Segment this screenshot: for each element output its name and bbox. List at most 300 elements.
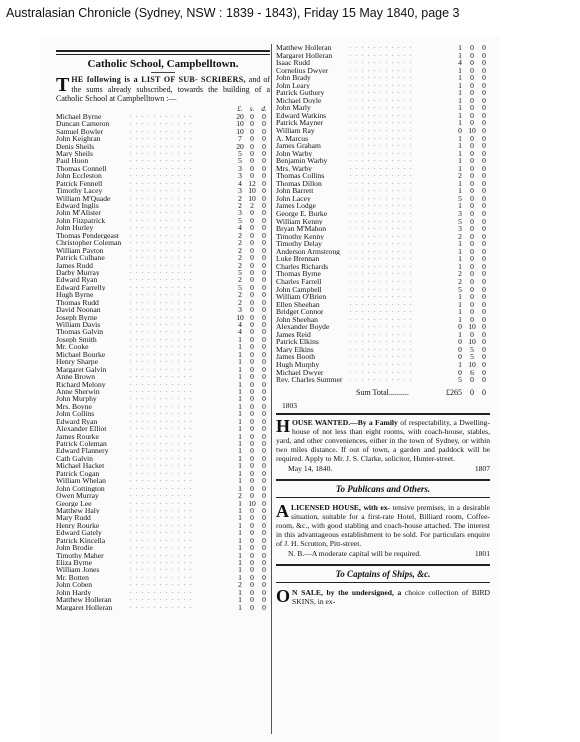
- leader-dots: . . . . . . . . . . .: [130, 462, 193, 469]
- pence-value: 0: [262, 112, 266, 121]
- leader-dots: . . . . . . . . . . .: [350, 330, 413, 337]
- subscriber-name: Thomas Collins: [276, 172, 325, 180]
- pounds-value: 1: [238, 573, 242, 582]
- pence-value: 0: [482, 293, 486, 301]
- subscriber-name: Henry Sharpe: [56, 358, 98, 366]
- subscriber-name: Rev. Charles Summer: [276, 376, 343, 384]
- leader-dots: . . . . . . . . . . .: [130, 350, 193, 357]
- shillings-value: 0: [470, 308, 474, 316]
- pounds-value: 1: [458, 164, 462, 173]
- subscriber-name: Matthew Holleran: [56, 596, 112, 604]
- leader-dots: . . . . . . . . . . .: [130, 551, 193, 558]
- shillings-value: 0: [470, 285, 474, 294]
- pence-value: 0: [262, 529, 266, 537]
- shillings-value: 0: [470, 104, 474, 112]
- pounds-value: 1: [238, 350, 242, 359]
- pence-value: 0: [482, 194, 486, 203]
- pence-value: 0: [262, 224, 266, 232]
- subscriber-name: Joseph Byrne: [56, 313, 98, 322]
- leader-dots: . . . . . . . . . . .: [130, 291, 193, 298]
- pounds-value: 2: [238, 194, 242, 203]
- leader-dots: . . . . . . . . . . .: [130, 142, 193, 149]
- intro-text: and of the sums already subscribed, towards the building of a Catholic School at Campbelltown :—: [56, 75, 270, 104]
- pounds-value: 1: [458, 96, 462, 105]
- pence-value: 0: [262, 514, 266, 522]
- shillings-value: 0: [470, 300, 474, 309]
- leader-dots: . . . . . . . . . . .: [130, 343, 193, 350]
- pounds-value: 1: [458, 119, 462, 128]
- shillings-value: 0: [470, 270, 474, 278]
- subscriber-name: John Murphy: [56, 395, 97, 403]
- subscriber-row: [56, 589, 270, 596]
- pounds-value: 1: [458, 81, 462, 90]
- subscriber-row: [276, 346, 490, 354]
- subscriber-row: [276, 195, 490, 203]
- shillings-value: 0: [250, 469, 254, 478]
- pounds-value: 2: [238, 231, 242, 240]
- pence-value: 0: [262, 469, 266, 478]
- pounds-value: 1: [238, 447, 242, 455]
- leader-dots: . . . . . . . . . . .: [350, 210, 413, 217]
- subscriber-row: [56, 180, 270, 187]
- subscriber-name: Mr. Cooke: [56, 343, 89, 351]
- subscriber-row: [56, 284, 270, 291]
- shillings-value: 10: [468, 323, 476, 331]
- subscriber-name: Richard Melony: [56, 380, 106, 388]
- subscriber-name: James Graham: [276, 142, 321, 150]
- subscriber-row: [56, 373, 270, 380]
- shillings-value: 0: [250, 157, 254, 165]
- shillings-value: 0: [250, 477, 254, 485]
- leader-dots: . . . . . . . . . . .: [130, 261, 193, 268]
- pence-value: 0: [262, 261, 266, 269]
- shillings-value: 5: [470, 345, 474, 354]
- pounds-value: 5: [458, 194, 462, 203]
- pence-value: 0: [482, 96, 486, 105]
- leader-dots: . . . . . . . . . . .: [130, 358, 193, 365]
- shillings-value: 0: [250, 410, 254, 418]
- pounds-value: 1: [238, 469, 242, 478]
- pence-value: 0: [262, 120, 266, 128]
- leader-dots: . . . . . . . . . . .: [350, 255, 413, 262]
- leader-dots: . . . . . . . . . . .: [130, 328, 193, 335]
- subscriber-name: James Reid: [276, 330, 311, 339]
- shillings-value: 0: [470, 59, 474, 67]
- subscriber-name: Ellen Sheehan: [276, 300, 320, 309]
- pounds-value: 1: [458, 44, 462, 52]
- leader-dots: . . . . . . . . . . .: [350, 308, 413, 315]
- pence-value: 0: [262, 536, 266, 545]
- pounds-value: 2: [458, 270, 462, 278]
- subscriber-row: [56, 247, 270, 254]
- shillings-value: 0: [470, 293, 474, 301]
- pounds-value: 1: [238, 588, 242, 597]
- subscriber-name: Mary Sheils: [56, 149, 93, 158]
- pounds-value: 1: [458, 157, 462, 165]
- pounds-value: 1: [238, 596, 242, 604]
- pounds-value: 10: [236, 127, 244, 136]
- subscriber-row: [56, 492, 270, 499]
- shillings-value: 0: [250, 417, 254, 426]
- leader-dots: . . . . . . . . . . .: [350, 247, 413, 254]
- subscriber-name: David Noonan: [56, 306, 101, 314]
- pence-value: 0: [262, 231, 266, 240]
- subscriber-name: Eliza Byrne: [56, 559, 93, 567]
- pence-value: 0: [262, 373, 266, 381]
- pence-value: 0: [482, 368, 486, 377]
- leader-dots: . . . . . . . . . . .: [130, 135, 193, 142]
- leader-dots: . . . . . . . . . . .: [130, 559, 193, 566]
- pounds-value: 2: [238, 276, 242, 284]
- shillings-value: 10: [468, 338, 476, 346]
- shillings-value: 0: [250, 402, 254, 411]
- leader-dots: . . . . . . . . . . .: [130, 588, 193, 595]
- pounds-value: 1: [238, 358, 242, 366]
- subscriber-row: [276, 150, 490, 158]
- subscriber-name: Mr. Botten: [56, 573, 89, 582]
- subscriber-name: Benjamin Warby: [276, 157, 328, 165]
- subscriber-row: [276, 361, 490, 369]
- pounds-value: 1: [238, 454, 242, 463]
- shillings-value: 0: [250, 573, 254, 582]
- leader-dots: . . . . . . . . . . .: [350, 104, 413, 111]
- pounds-value: 1: [238, 514, 242, 522]
- subscriber-row: [56, 113, 270, 120]
- subscriber-row: [56, 440, 270, 447]
- pounds-value: 0: [458, 353, 462, 361]
- subscriber-row: [56, 574, 270, 581]
- pence-value: 0: [262, 477, 266, 485]
- shillings-value: 0: [250, 380, 254, 388]
- shillings-value: 0: [470, 96, 474, 105]
- leader-dots: . . . . . . . . . . .: [130, 283, 193, 290]
- pence-value: 0: [482, 142, 486, 150]
- subscriber-name: John Coben: [56, 581, 93, 589]
- leader-dots: . . . . . . . . . . .: [130, 395, 193, 402]
- leader-dots: . . . . . . . . . . .: [130, 603, 193, 610]
- pence-value: 0: [482, 111, 486, 120]
- subscriber-row: [56, 455, 270, 462]
- leader-dots: . . . . . . . . . . .: [130, 276, 193, 283]
- leader-dots: . . . . . . . . . . .: [350, 51, 413, 58]
- leader-dots: . . . . . . . . . . .: [350, 44, 413, 50]
- subscriber-name: John Eccleston: [56, 172, 102, 180]
- page-header: Australasian Chronicle (Sydney, NSW : 1839 - 1843), Friday 15 May 1840, page 3: [6, 6, 460, 20]
- subscriber-name: Thomas Rudd: [56, 298, 99, 307]
- pounds-value: 1: [458, 300, 462, 309]
- shillings-value: 0: [470, 315, 474, 324]
- subscriber-name: Patrick Fennell: [56, 179, 103, 188]
- shillings-value: 0: [250, 454, 254, 463]
- leader-dots: . . . . . . . . . . .: [130, 514, 193, 521]
- subscriber-row: [56, 254, 270, 261]
- subscriber-row: [276, 240, 490, 248]
- subscriber-row: [276, 202, 490, 210]
- leader-dots: . . . . . . . . . . .: [130, 268, 193, 275]
- leader-dots: . . . . . . . . . . .: [350, 262, 413, 269]
- ad-caps: LICENSED HOUSE, with ex-: [291, 502, 391, 512]
- pence-value: 0: [482, 240, 486, 248]
- subscriber-row: [276, 270, 490, 278]
- pence-value: 0: [482, 149, 486, 158]
- pounds-value: 1: [458, 179, 462, 188]
- leader-dots: . . . . . . . . . . .: [350, 157, 413, 164]
- leader-dots: . . . . . . . . . . .: [130, 231, 193, 238]
- shillings-value: 0: [250, 432, 254, 441]
- pence-value: 0: [262, 447, 266, 455]
- subscriber-row: [276, 293, 490, 301]
- subscriber-name: Edward Gately: [56, 529, 102, 537]
- leader-dots: . . . . . . . . . . .: [130, 127, 193, 134]
- leader-dots: . . . . . . . . . . .: [130, 149, 193, 156]
- leader-dots: . . . . . . . . . . .: [130, 417, 193, 424]
- pounds-value: 7: [238, 135, 242, 143]
- subscriber-row: [56, 269, 270, 276]
- leader-dots: . . . . . . . . . . .: [350, 277, 413, 284]
- pence-value: 0: [482, 44, 486, 52]
- leader-dots: . . . . . . . . . . .: [350, 81, 413, 88]
- pounds-value: 2: [238, 239, 242, 247]
- pounds-value: 1: [458, 308, 462, 316]
- pence-value: 0: [262, 246, 266, 255]
- shillings-value: 0: [250, 506, 254, 515]
- subscriber-name: Duncan Cameron: [56, 120, 110, 128]
- shillings-value: 0: [250, 254, 254, 262]
- subscriber-row: [56, 217, 270, 224]
- pounds-value: 3: [458, 210, 462, 218]
- pence-value: 0: [262, 291, 266, 299]
- subscriber-name: Timothy Lacey: [56, 187, 103, 195]
- notice-intro: [56, 75, 270, 104]
- pence-value: 0: [262, 581, 266, 589]
- pence-value: 0: [262, 432, 266, 441]
- shillings-value: 0: [250, 321, 254, 329]
- subscriber-row: [276, 286, 490, 294]
- leader-dots: . . . . . . . . . . .: [130, 164, 193, 171]
- pence-value: 0: [482, 157, 486, 165]
- pounds-value: 5: [458, 285, 462, 294]
- pence-value: 0: [262, 298, 266, 307]
- pence-value: 0: [482, 187, 486, 195]
- subscriber-row: [56, 150, 270, 157]
- pounds-value: 1: [238, 544, 242, 552]
- pounds-value: 5: [458, 376, 462, 384]
- subscriber-row: [276, 248, 490, 256]
- pounds-value: 1: [238, 499, 242, 507]
- pounds-value: 1: [458, 240, 462, 248]
- pence-value: 0: [262, 328, 266, 336]
- leader-dots: . . . . . . . . . . .: [350, 217, 413, 224]
- pence-value: 0: [262, 306, 266, 314]
- subscriber-name: Patrick Coleman: [56, 440, 107, 448]
- subscriber-row: [276, 119, 490, 127]
- pence-value: 0: [482, 255, 486, 263]
- subscriber-row: [276, 323, 490, 331]
- leader-dots: . . . . . . . . . . .: [350, 323, 413, 330]
- leader-dots: . . . . . . . . . . .: [130, 112, 193, 119]
- pence-value: 0: [262, 179, 266, 188]
- shillings-value: 0: [250, 343, 254, 351]
- leader-dots: . . . . . . . . . . .: [350, 179, 413, 186]
- pence-value: 0: [262, 335, 266, 344]
- subscriber-name: Patrick Culhane: [56, 254, 105, 262]
- shillings-value: 0: [250, 261, 254, 269]
- subscriber-name: John Marly: [276, 104, 311, 112]
- pence-value: 0: [262, 395, 266, 403]
- subscriber-name: Edward Farrelly: [56, 283, 106, 292]
- leader-dots: . . . . . . . . . . .: [130, 447, 193, 454]
- pounds-value: 1: [238, 402, 242, 411]
- pence-value: 0: [482, 210, 486, 218]
- pounds-value: 2: [238, 291, 242, 299]
- leader-dots: . . . . . . . . . . .: [130, 387, 193, 394]
- subscriber-row: [276, 278, 490, 286]
- pence-value: 0: [482, 89, 486, 97]
- shillings-value: 0: [470, 172, 474, 180]
- subscriber-name: John Leary: [276, 81, 310, 90]
- pence-value: 0: [262, 499, 266, 507]
- leader-dots: . . . . . . . . . . .: [130, 298, 193, 305]
- subscriber-row: [276, 225, 490, 233]
- pence-value: 0: [262, 194, 266, 203]
- pence-value: 0: [262, 596, 266, 604]
- subscriber-row: [56, 395, 270, 402]
- subscriber-name: Edward Flannery: [56, 447, 109, 455]
- house-wanted-ad: [276, 413, 490, 473]
- shillings-value: 0: [250, 588, 254, 597]
- subscriber-row: [56, 544, 270, 551]
- pounds-value: 1: [458, 149, 462, 158]
- subscriber-name: Thomas Pendergeast: [56, 231, 119, 240]
- pence-value: 0: [482, 104, 486, 112]
- subscriber-row: [276, 89, 490, 97]
- pounds-value: 1: [238, 506, 242, 515]
- subscriber-row: [276, 44, 490, 52]
- subscriber-row: [276, 369, 490, 377]
- leader-dots: . . . . . . . . . . .: [130, 499, 193, 506]
- leader-dots: . . . . . . . . . . .: [130, 536, 193, 543]
- subscriber-name: Margaret Holleran: [276, 51, 333, 60]
- subscriber-name: Patrick Guthery: [276, 89, 325, 97]
- shillings-value: 0: [250, 566, 254, 574]
- pounds-value: 5: [238, 216, 242, 225]
- pence-value: 0: [262, 350, 266, 359]
- subscriber-row: [56, 358, 270, 365]
- ad-footer: [276, 464, 490, 473]
- sum-pence: 0: [482, 387, 486, 397]
- pounds-value: 5: [238, 283, 242, 292]
- pence-value: 0: [262, 544, 266, 552]
- leader-dots: . . . . . . . . . . .: [130, 194, 193, 201]
- subscriber-row: [56, 321, 270, 328]
- sum-total: [276, 388, 490, 397]
- leader-dots: . . . . . . . . . . .: [130, 202, 193, 209]
- pounds-value: 4: [458, 59, 462, 67]
- leader-dots: . . . . . . . . . . .: [130, 216, 193, 223]
- shillings-value: 6: [470, 368, 474, 377]
- pence-value: 0: [262, 380, 266, 388]
- subscriber-name: Patrick Cogan: [56, 469, 100, 478]
- leader-dots: . . . . . . . . . . .: [130, 477, 193, 484]
- sum-shillings: 0: [470, 387, 474, 397]
- pounds-value: 1: [238, 432, 242, 441]
- subscriber-row: [56, 522, 270, 529]
- shillings-value: 0: [470, 277, 474, 286]
- pounds-value: 3: [238, 172, 242, 180]
- subscriber-name: Anderson Armstrong: [276, 247, 340, 256]
- pounds-value: 1: [458, 330, 462, 339]
- leader-dots: . . . . . . . . . . .: [130, 484, 193, 491]
- shillings-value: 0: [250, 529, 254, 537]
- subscriber-row: [276, 353, 490, 361]
- subscriber-row: [56, 128, 270, 135]
- subscriber-name: Edward Ryan: [56, 417, 98, 426]
- pence-value: 0: [482, 330, 486, 339]
- shillings-value: 10: [248, 499, 256, 507]
- subscriber-name: Samuel Bowler: [56, 127, 104, 136]
- leader-dots: . . . . . . . . . . .: [350, 202, 413, 209]
- pence-value: 0: [482, 119, 486, 128]
- subscriber-row: [56, 165, 270, 172]
- subscriber-name: James Rudd: [56, 261, 93, 269]
- subscriber-row: [56, 529, 270, 536]
- subscriber-row: [56, 328, 270, 335]
- pounds-value: 0: [458, 338, 462, 346]
- subscriber-name: James Lodge: [276, 202, 316, 211]
- subscriber-name: John Lacey: [276, 194, 311, 203]
- intro-caps: HE following is a LIST OF SUB-: [71, 75, 199, 84]
- subscriber-name: Patrick Elkins: [276, 338, 319, 346]
- shillings-value: 0: [250, 298, 254, 307]
- pence-value: 0: [482, 338, 486, 346]
- pounds-value: 1: [238, 440, 242, 448]
- pence-value: 0: [482, 66, 486, 75]
- subscriber-name: Edward Watkins: [276, 111, 327, 120]
- pounds-value: 1: [238, 529, 242, 537]
- subscriber-name: Margaret Galvin: [56, 365, 107, 374]
- pence-value: 0: [482, 315, 486, 324]
- subscriber-name: William Kenny: [276, 217, 323, 226]
- subscriber-row: [56, 470, 270, 477]
- subscriber-name: William Whelan: [56, 477, 106, 485]
- leader-dots: . . . . . . . . . . .: [130, 469, 193, 476]
- section-heading-publicans: To Publicans and Others.: [276, 479, 490, 498]
- subscriber-row: [56, 187, 270, 194]
- subscriber-row: [56, 343, 270, 350]
- leader-dots: . . . . . . . . . . .: [130, 410, 193, 417]
- pence-value: 0: [262, 254, 266, 262]
- shillings-value: 0: [470, 119, 474, 128]
- subscriber-row: [56, 388, 270, 395]
- subscriber-name: Bryan M'Mahon: [276, 225, 327, 233]
- shillings-value: 0: [250, 484, 254, 493]
- shillings-value: 0: [250, 462, 254, 470]
- subscriber-name: William Payton: [56, 246, 104, 255]
- subscriber-name: Thomas Byrne: [276, 270, 321, 278]
- pence-value: 0: [262, 454, 266, 463]
- shillings-value: 0: [470, 164, 474, 173]
- pounds-value: 1: [458, 293, 462, 301]
- subscriber-row: [56, 232, 270, 239]
- pence-value: 0: [262, 343, 266, 351]
- pence-value: 0: [262, 149, 266, 158]
- leader-dots: . . . . . . . . . . .: [350, 134, 413, 141]
- shillings-value: 0: [250, 492, 254, 500]
- subscriber-row: [276, 210, 490, 218]
- pence-value: 0: [482, 247, 486, 256]
- pence-value: 0: [262, 484, 266, 493]
- pence-value: 0: [262, 492, 266, 500]
